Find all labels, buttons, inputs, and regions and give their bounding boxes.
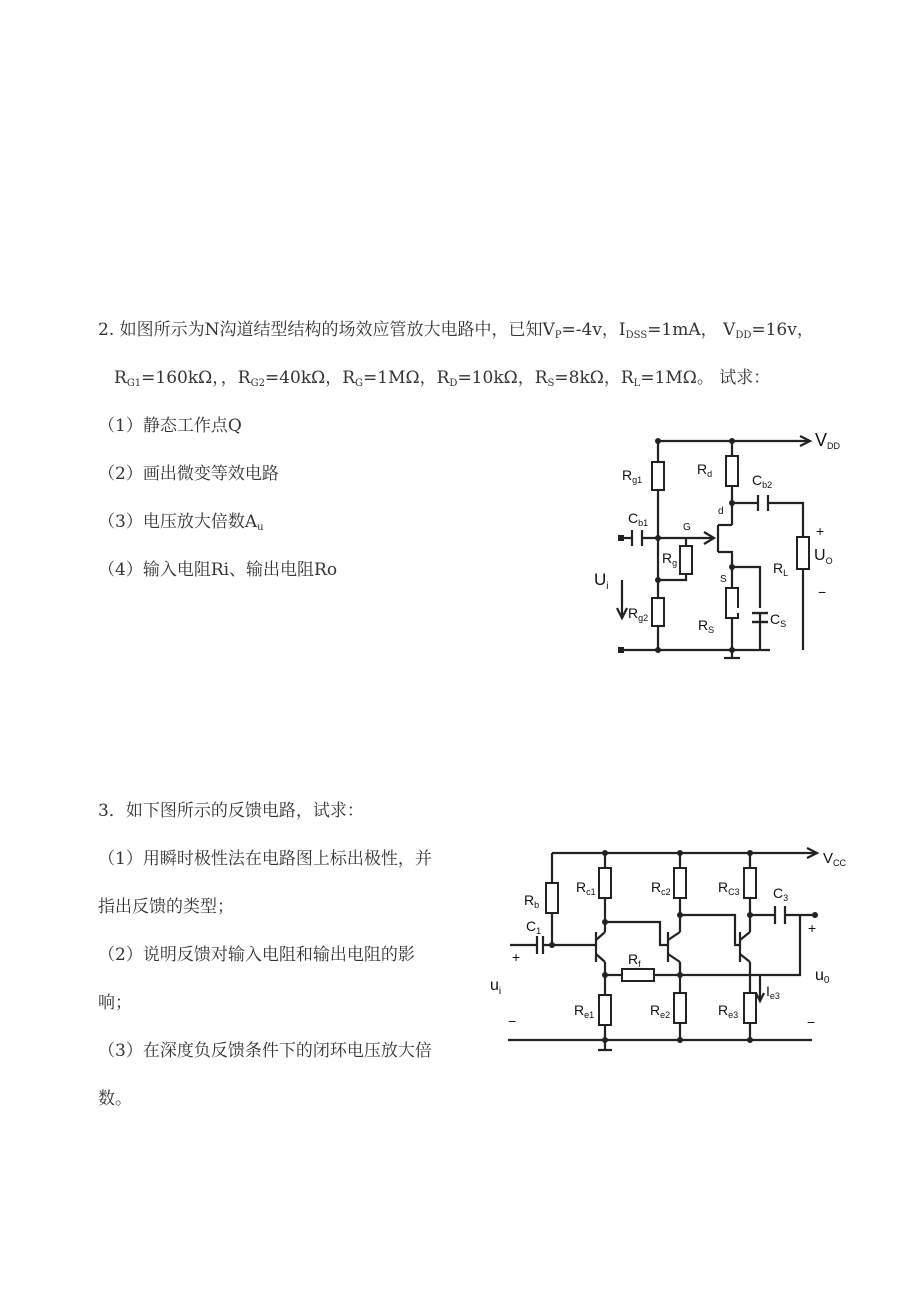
re3-resistor <box>744 993 756 1023</box>
q3-item-3a: （3）在深度负反馈条件下的闭环电压放大倍 <box>98 1041 432 1061</box>
rc3-label: $R_{C3}$ <box>718 879 740 897</box>
drain-label: d <box>718 506 724 517</box>
output-plus-label: + <box>808 920 817 936</box>
rg-label: $R_g$ <box>662 550 678 568</box>
c3-capacitor <box>775 906 785 924</box>
ui-label: $U_i$ <box>594 570 609 592</box>
q3-item-3b: 数。 <box>98 1089 132 1109</box>
q2-item-3: （3）电压放大倍数$A_u$ <box>98 512 264 533</box>
cs-label: $C_S$ <box>770 611 787 629</box>
uo-label: $U_O$ <box>814 547 833 566</box>
rc1-resistor <box>599 868 611 898</box>
q2-line1: 2. 如图所示为N沟道结型结构的场效应管放大电路中，已知$V_P=-4v$，$I_{DSS}=1mA$， $V_{DD}=16v$， <box>98 320 814 341</box>
output-minus-label: − <box>807 1014 816 1030</box>
input-minus-label: − <box>508 1013 517 1029</box>
re3-label: $R_{e3}$ <box>718 1002 739 1020</box>
rb-label: $R_b$ <box>524 892 540 910</box>
rg1-label: $R_{g1}$ <box>622 467 643 485</box>
q3-item-2b: 响； <box>98 993 132 1013</box>
vdd-label: VDD <box>815 430 841 451</box>
cb2-label: $C_{b2}$ <box>752 472 773 490</box>
vcc-label: $V_{CC}$ <box>823 850 847 868</box>
gate-label: G <box>683 522 691 533</box>
rf-resistor <box>622 969 654 981</box>
rg2-label: $R_{g2}$ <box>628 605 649 623</box>
rc2-resistor <box>674 868 686 898</box>
c3-label: $C_3$ <box>773 885 789 903</box>
ie3-label: $I_{e3}$ <box>766 983 780 1001</box>
q3-item-1b: 指出反馈的类型； <box>98 897 234 917</box>
q2-item-2: （2）画出微变等效电路 <box>98 464 279 484</box>
rb-resistor <box>546 883 558 913</box>
q3-title: 3．如下图所示的反馈电路，试求： <box>98 801 364 821</box>
rc2-label: $R_{c2}$ <box>651 879 671 897</box>
cb1-label: $C_{b1}$ <box>628 510 649 528</box>
q3-item-1a: （1）用瞬时极性法在电路图上标出极性，并 <box>98 849 432 869</box>
ui-input-label: $u_i$ <box>490 977 502 997</box>
uo-output-label: u0 <box>815 967 830 986</box>
uo-plus-label: + <box>816 523 825 539</box>
re1-label: $R_{e1}$ <box>574 1002 595 1020</box>
re2-label: $R_{e2}$ <box>650 1002 671 1020</box>
rc1-label: $R_{c1}$ <box>576 879 596 897</box>
rs-label: $R_S$ <box>698 617 715 635</box>
rl-label: $R_L$ <box>773 560 789 578</box>
q2-item-4: （4）输入电阻Ri、输出电阻Ro <box>98 560 338 580</box>
rf-label: $R_f$ <box>628 951 641 969</box>
re1-resistor <box>599 995 611 1025</box>
rc3-resistor <box>744 868 756 898</box>
input-plus-label: + <box>512 949 521 965</box>
uo-minus-label: − <box>818 584 827 600</box>
c1-capacitor <box>537 936 543 954</box>
q2-line2: $R_{G1}=160k\Omega$，，$R_{G2}=40k\Omega$，$R_G=1M\Omega$，$R_D=10k\Omega$，$R_S=8k\Omega$，$R_L=1M\Omega$。 试求： <box>114 368 771 389</box>
c1-label: $C_1$ <box>526 918 542 936</box>
q2-item-1: （1）静态工作点Q <box>98 416 242 436</box>
q3-item-2a: （2）说明反馈对输入电阻和输出电阻的影 <box>98 945 415 965</box>
re2-resistor <box>674 993 686 1023</box>
rd-label: $R_d$ <box>697 461 713 479</box>
source-label: S <box>720 574 727 585</box>
